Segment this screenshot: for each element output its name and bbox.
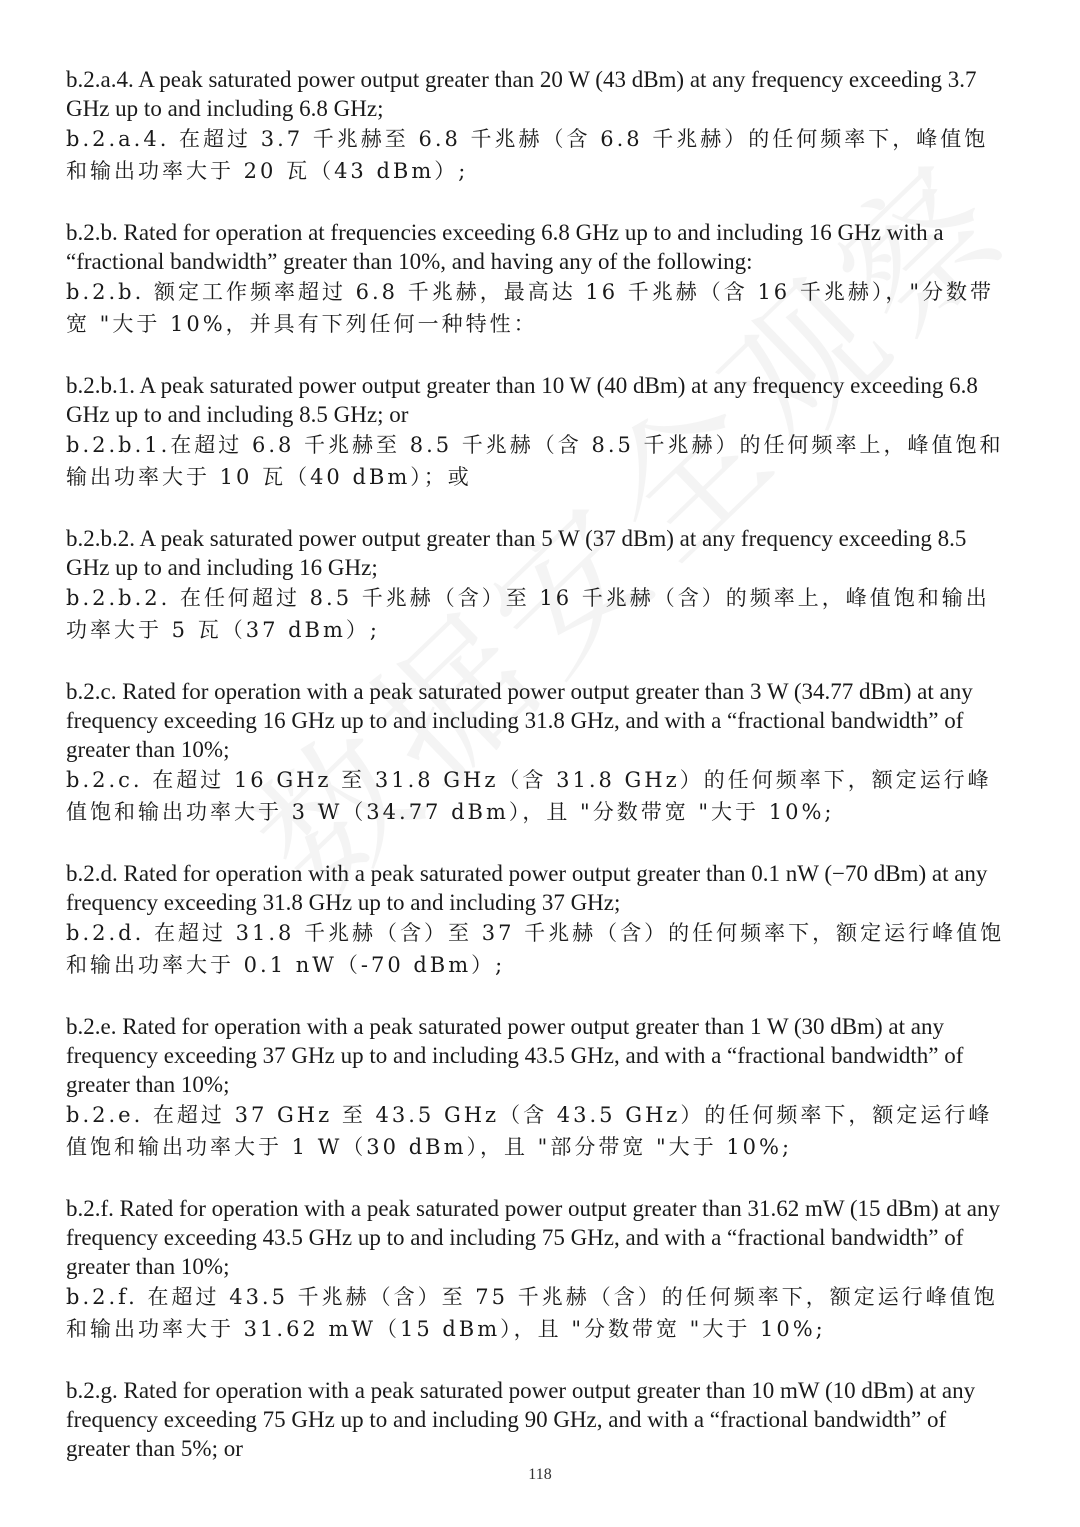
clause-english: b.2.g. Rated for operation with a peak saturated power output greater than 10 mW (10 dBm) at any frequency exceeding 75 GHz up to and including 90 GHz, and with a “fractional bandwidth” of greater than 5%; or: [66, 1378, 976, 1461]
clause-chinese: b.2.d. 在超过 31.8 千兆赫（含）至 37 千兆赫（含）的任何频率下，额定运行峰值饱和输出功率大于 0.1 nW（-70 dBm）;: [66, 921, 1005, 977]
clause-english: b.2.a.4. A peak saturated power output greater than 20 W (43 dBm) at any frequency exceeding 3.7 GHz up to and including 6.8 GHz;: [66, 67, 977, 121]
clause-chinese: b.2.b.2. 在任何超过 8.5 千兆赫（含）至 16 千兆赫（含）的频率上，峰值饱和输出功率大于 5 瓦（37 dBm）;: [66, 586, 990, 642]
clause-chinese: b.2.c. 在超过 16 GHz 至 31.8 GHz（含 31.8 GHz）的任何频率下，额定运行峰值饱和输出功率大于 3 W（34.77 dBm），且 "分数带宽 "大于 10%;: [66, 768, 992, 824]
clause-b2g: [66, 1376, 1010, 1463]
clause-b2f: [66, 1194, 1010, 1345]
clause-english: b.2.b. Rated for operation at frequencies exceeding 6.8 GHz up to and including 16 GHz with a “fractional bandwidth” greater than 10%, and having any of the following:: [66, 220, 944, 274]
clause-english: b.2.f. Rated for operation with a peak saturated power output greater than 31.62 mW (15 dBm) at any frequency exceeding 43.5 GHz up to and including 75 GHz, and with a “fractional bandwidth” of greater than 10%;: [66, 1196, 1000, 1279]
page-number: 118: [528, 1466, 552, 1483]
clause-chinese: b.2.b. 额定工作频率超过 6.8 千兆赫，最高达 16 千兆赫（含 16 千兆赫），"分数带宽 "大于 10%，并具有下列任何一种特性：: [66, 280, 994, 336]
clause-english: b.2.e. Rated for operation with a peak saturated power output greater than 1 W (30 dBm) at any frequency exceeding 37 GHz up to and including 43.5 GHz, and with a “fractional bandwidth” of greater than 10%;: [66, 1014, 964, 1097]
clause-english: b.2.c. Rated for operation with a peak saturated power output greater than 3 W (34.77 dBm) at any frequency exceeding 16 GHz up to and including 31.8 GHz, and with a “fractional bandwidth” of greater than 10%;: [66, 679, 973, 762]
clause-english: b.2.b.1. A peak saturated power output greater than 10 W (40 dBm) at any frequency exceeding 6.8 GHz up to and including 8.5 GHz; or: [66, 373, 978, 427]
clause-b2b: [66, 218, 1010, 340]
clause-b2c: [66, 677, 1010, 828]
clause-b2e: [66, 1012, 1010, 1163]
clause-b2b2: [66, 524, 1010, 646]
clause-english: b.2.d. Rated for operation with a peak saturated power output greater than 0.1 nW (−70 dBm) at any frequency exceeding 31.8 GHz up to and including 37 GHz;: [66, 861, 988, 915]
clause-chinese: b.2.e. 在超过 37 GHz 至 43.5 GHz（含 43.5 GHz）的任何频率下，额定运行峰值饱和输出功率大于 1 W（30 dBm），且 "部分带宽 "大于 10%;: [66, 1103, 993, 1159]
clause-b2d: [66, 859, 1010, 981]
clause-b2b1: [66, 371, 1010, 493]
clause-chinese: b.2.f. 在超过 43.5 千兆赫（含）至 75 千兆赫（含）的任何频率下，额定运行峰值饱和输出功率大于 31.62 mW（15 dBm），且 "分数带宽 "大于 10%;: [66, 1285, 998, 1341]
clause-chinese: b.2.a.4. 在超过 3.7 千兆赫至 6.8 千兆赫（含 6.8 千兆赫）的任何频率下，峰值饱和输出功率大于 20 瓦（43 dBm）;: [66, 127, 989, 183]
clause-english: b.2.b.2. A peak saturated power output greater than 5 W (37 dBm) at any frequency exceeding 8.5 GHz up to and including 16 GHz;: [66, 526, 967, 580]
clause-chinese: b.2.b.1.在超过 6.8 千兆赫至 8.5 千兆赫（含 8.5 千兆赫）的任何频率上，峰值饱和输出功率大于 10 瓦（40 dBm）；或: [66, 433, 1004, 489]
clause-b2a4: [66, 65, 1010, 187]
